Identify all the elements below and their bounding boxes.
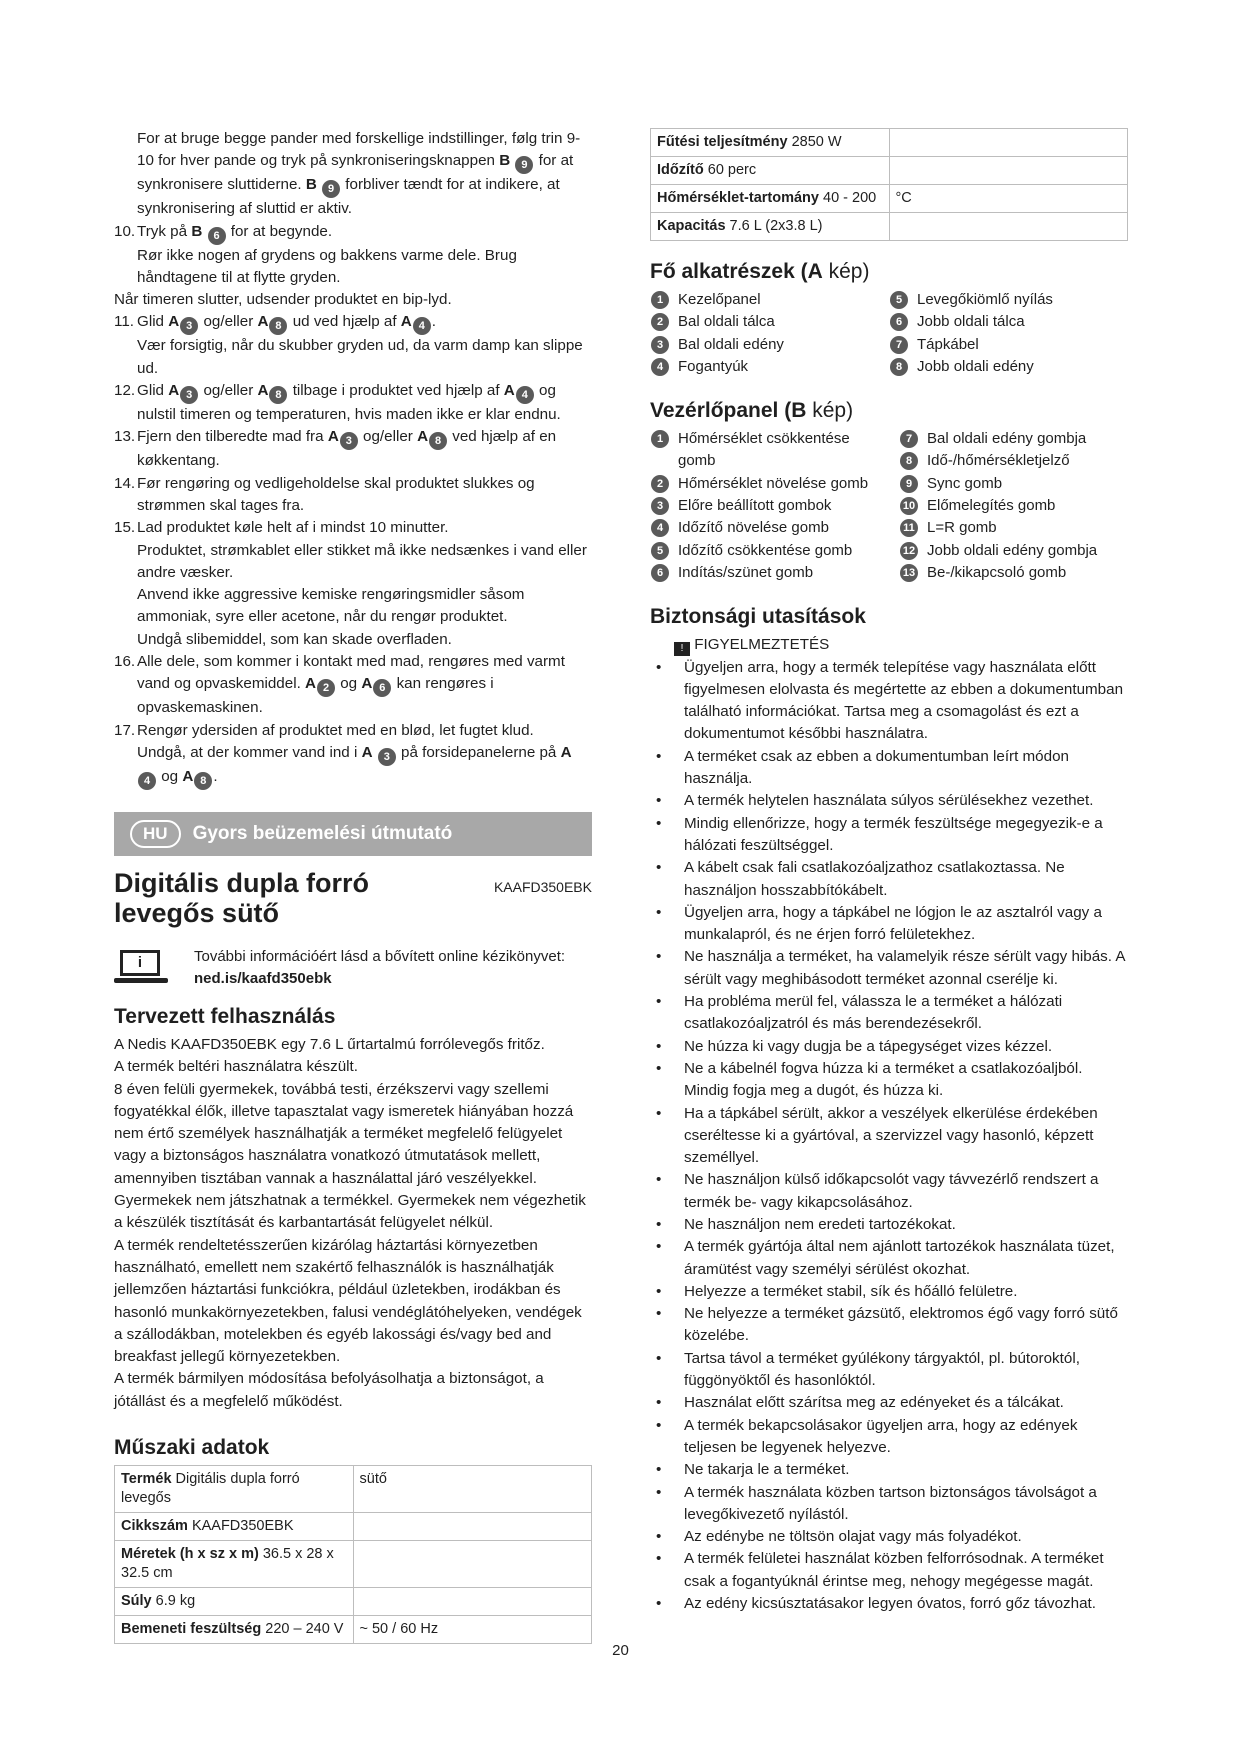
step-number: 17. (114, 721, 136, 739)
list-item (899, 495, 1128, 517)
list-item (899, 473, 1128, 495)
specs-heading: Műszaki adatok (114, 1435, 270, 1459)
document-title: Digitális dupla forró levegős sütő (114, 867, 370, 928)
list-item: • Ne használjon külső időkapcsolót vagy távvezérlő rendszert a termék be- vagy kikapcsolásához. (650, 1169, 1128, 1214)
list-item (650, 334, 889, 356)
text: B (191, 222, 203, 240)
step-13 (114, 426, 592, 472)
number-badge: 4 (516, 386, 534, 404)
text: For at bruge begge pander med forskellige indstillinger, følg trin 9-10 for hver pande og tryk på synkroniseringsknappen (137, 130, 581, 170)
info-text-block (194, 946, 565, 990)
safety-list (650, 657, 1128, 1616)
number-badge: 9 (900, 475, 918, 493)
number-badge: 7 (890, 336, 908, 354)
number-badge: 2 (317, 679, 335, 697)
list-item: • A termék gyártója által nem ajánlott tartozékok használata tüzet, áramütést vagy személyi sérülést okozhat. (650, 1236, 1128, 1281)
number-badge: 8 (269, 386, 287, 404)
table-row (115, 1615, 592, 1643)
text: A (400, 313, 412, 331)
control-label: Hőmérséklet növelése gomb (678, 474, 869, 492)
control-panel-list-left (650, 428, 899, 584)
left-column (114, 128, 592, 1644)
list-item: • Mindig ellenőrizze, hogy a termék feszültsége megegyezik-e a hálózati feszültséggel. (650, 813, 1128, 858)
part-label: Jobb oldali tálca (917, 313, 1025, 331)
online-manual-info (114, 946, 592, 990)
list-item (899, 450, 1128, 472)
paragraph: 8 éven felüli gyermekek, továbbá testi, érzékszervi vagy szellemi fogyatékkal élők, illetve tapasztalat vagy ismeretek hiányában hozzá nem értő személyek használhatják a terméket megfelelő felügyelet vagy a biztonságos használatra vonatkozó útmutatások mellett, amennyiben tisztában vannak a használattal járó veszélyekkel. (114, 1080, 574, 1187)
text: B (791, 399, 807, 423)
part-label: Bal oldali tálca (678, 313, 775, 331)
text: og nulstil timeren og temperaturen, hvis maden ikke er klar endnu. (137, 382, 561, 424)
spec-label: Bemeneti feszültség (121, 1620, 262, 1637)
list-item (650, 311, 889, 333)
table-cell (115, 1512, 354, 1540)
parts-list-left (650, 289, 889, 378)
list-item: • A termék helytelen használata súlyos sérülésekhez vezethet. (650, 790, 1128, 812)
text: A (417, 428, 429, 446)
number-badge: 3 (180, 317, 198, 335)
list-item (899, 428, 1128, 450)
spec-value: °C (895, 190, 912, 206)
step-number: 13. (114, 428, 136, 446)
spec-value: KAAFD350EBK (191, 1517, 294, 1534)
list-item: • Ne húzza ki vagy dugja be a tápegységet vizes kézzel. (650, 1036, 1128, 1058)
table-cell (651, 157, 890, 185)
control-label: L=R gomb (927, 519, 997, 537)
info-letter: i (120, 950, 160, 976)
text: A (257, 382, 269, 400)
text: . (431, 313, 436, 331)
specs-table (114, 1465, 592, 1644)
list-item: • Az edény kicsúsztatásakor legyen óvatos, forró gőz távozhat. (650, 1593, 1128, 1615)
number-badge: 1 (651, 430, 669, 448)
table-cell (889, 157, 1128, 185)
text: kép) (806, 399, 854, 423)
step-16 (114, 651, 592, 720)
spec-label: Méretek (h x sz x m) (121, 1545, 259, 1562)
control-label: Idő-/hőmérsékletjelző (927, 452, 1070, 470)
part-label: Fogantyúk (678, 357, 749, 375)
table-cell (889, 213, 1128, 241)
manual-url[interactable]: ned.is/kaafd350ebk (194, 969, 332, 987)
number-badge: 1 (651, 291, 669, 309)
paragraph: A termék beltéri használatra készült. (114, 1058, 358, 1076)
list-item: • A kábelt csak fali csatlakozóaljzathoz csatlakoztassa. Ne használjon hosszabbítókábelt. (650, 857, 1128, 902)
model-number: KAAFD350EBK (493, 878, 592, 895)
safety-heading: Biztonsági utasítások (650, 605, 866, 629)
part-label: Levegőkiömlő nyílás (917, 291, 1053, 308)
list-item: • A terméket csak az ebben a dokumentumban leírt módon használja. (650, 746, 1128, 791)
list-item (899, 562, 1128, 584)
number-badge: 4 (413, 317, 431, 335)
table-cell (115, 1540, 354, 1587)
parts-list-right (889, 289, 1128, 378)
text: Alle dele, som kommer i kontakt med mad, rengøres med varmt vand og opvaskemiddel. (137, 653, 565, 693)
text: og/eller (203, 313, 254, 331)
number-badge: 6 (651, 564, 669, 582)
list-item: • A termék használata közben tartson biztonságos távolságot a levegőkivezető nyílástól. (650, 1482, 1128, 1527)
number-badge: 7 (900, 430, 918, 448)
number-badge: 8 (900, 452, 918, 470)
control-label: Időzítő növelése gomb (678, 519, 829, 537)
text: B (305, 176, 317, 194)
spec-value: 6.9 kg (155, 1592, 196, 1609)
control-label: Sync gomb (927, 474, 1003, 492)
text: Undgå, at der kommer vand ind i (137, 743, 358, 761)
step-12 (114, 380, 592, 426)
spec-label: Súly (121, 1592, 152, 1609)
control-label: Előre beállított gombok (678, 497, 832, 515)
number-badge: 8 (429, 432, 447, 450)
list-item: • Ne a kábelnél fogva húzza ki a terméket a csatlakozóaljból. Mindig fogja meg a dugót, és húzza ki. (650, 1058, 1128, 1103)
control-label: Előmelegítés gomb (927, 497, 1056, 515)
text: Fő alkatrészek ( (650, 260, 808, 283)
spec-label: Időzítő (657, 162, 704, 178)
step-10 (114, 221, 592, 245)
number-badge: 13 (900, 564, 918, 582)
step-note: Anvend ikke aggressive kemiske rengøringsmidler såsom ammoniak, syre eller acetone, når du rengør produktet. (137, 586, 525, 626)
text: kan rengøres i opvaskemaskinen. (137, 675, 494, 717)
control-label: Időzítő csökkentése gomb (678, 541, 853, 559)
list-item (650, 495, 879, 517)
control-label: Be-/kikapcsoló gomb (927, 563, 1067, 581)
spec-label: Termék (121, 1470, 172, 1487)
control-label: Hőmérséklet csökkentése gomb (678, 430, 850, 470)
list-item: • A termék bekapcsolásakor ügyeljen arra, hogy az edények teljesen be legyenek helyezve. (650, 1415, 1128, 1460)
text: A (168, 382, 180, 400)
warning-label (650, 634, 1128, 656)
step-note: Undgå slibemiddel, som kan skade overfladen. (137, 630, 452, 648)
spec-label: Kapacitás (657, 218, 726, 234)
paragraph: A termék bármilyen módosítása befolyásolhatja a biztonságot, a jótállást és a megfelelő működést. (114, 1370, 544, 1410)
spec-value: ~ 50 / 60 Hz (359, 1620, 439, 1637)
table-cell (353, 1465, 592, 1512)
text: tilbage i produktet ved hjælp af (292, 382, 500, 400)
title-row (114, 868, 592, 928)
part-label: Tápkábel (917, 335, 979, 353)
step-11 (114, 311, 592, 335)
control-label: Jobb oldali edény gombja (927, 541, 1098, 559)
warning-text: FIGYELMEZTETÉS (694, 636, 830, 654)
number-badge: 3 (378, 748, 396, 766)
text: A (503, 382, 515, 400)
text: på forsidepanelerne på (401, 743, 557, 761)
control-panel-heading (650, 398, 1128, 424)
list-item: • Az edénybe ne töltsön olajat vagy más folyadékot. (650, 1526, 1128, 1548)
table-row (651, 129, 1128, 157)
spec-label: Fűtési teljesítmény (657, 134, 788, 150)
control-panel-list (650, 428, 1128, 584)
list-item: • Ügyeljen arra, hogy a tápkábel ne lógjon le az asztalról vagy a munkalapról, és ne érjen forró felületekhez. (650, 902, 1128, 947)
list-item (889, 289, 1128, 311)
list-item: • Ha probléma merül fel, válassza le a terméket a hálózati csatlakozóaljzatról és más berendezésekről. (650, 991, 1128, 1036)
spec-value: 7.6 L (2x3.8 L) (729, 218, 823, 234)
number-badge: 6 (208, 227, 226, 245)
number-badge: 3 (651, 497, 669, 515)
text: Glid (137, 313, 165, 331)
control-panel-list-right (899, 428, 1128, 584)
spec-value: 36.5 x 28 x 32.5 cm (121, 1545, 334, 1581)
number-badge: 11 (900, 519, 918, 537)
step-number: 14. (114, 474, 136, 492)
number-badge: 4 (651, 358, 669, 376)
text: A (257, 313, 269, 331)
spec-label: Hőmérséklet-tartomány (657, 190, 819, 206)
table-cell (353, 1540, 592, 1587)
text: forbliver tændt for at indikere, at synkronisering af sluttid er aktiv. (137, 176, 560, 218)
intended-use-heading: Tervezett felhasználás (114, 1004, 336, 1028)
text: ved hjælp af en køkkentang. (137, 428, 557, 470)
language-banner (114, 812, 592, 856)
text: og/eller (203, 382, 254, 400)
info-text: További információért lásd a bővített online kézikönyvet: (194, 947, 566, 965)
control-label: Indítás/szünet gomb (678, 563, 814, 581)
table-cell (651, 129, 890, 157)
list-item (650, 289, 889, 311)
table-cell (353, 1587, 592, 1615)
part-label: Kezelőpanel (678, 291, 761, 308)
text: Rengør ydersiden af produktet med en blød, let fugtet klud. (137, 721, 534, 739)
table-cell (115, 1615, 354, 1643)
table-row (651, 157, 1128, 185)
list-item: • Ne használja a terméket, ha valamelyik része sérült vagy hibás. A sérült vagy meghibásodott terméket azonnal cserélje ki. (650, 946, 1128, 991)
spec-value: sütő (359, 1470, 387, 1487)
table-cell (651, 213, 890, 241)
table-row (115, 1465, 592, 1512)
text: Lad produktet køle helt af i mindst 10 minutter. (137, 519, 449, 537)
list-item: • Használat előtt szárítsa meg az edényeket és a tálcákat. (650, 1392, 1128, 1414)
list-item: • Ne helyezze a terméket gázsütő, elektromos égő vagy forró sütő közelébe. (650, 1303, 1128, 1348)
number-badge: 2 (651, 313, 669, 331)
sync-note (114, 128, 592, 221)
spec-label: Cikkszám (121, 1517, 188, 1534)
number-badge: 2 (651, 475, 669, 493)
number-badge: 8 (269, 317, 287, 335)
list-item: • A termék felületei használat közben felforrósodnak. A terméket csak a fogantyúknál érintse meg, nehogy megégesse magát. (650, 1548, 1128, 1593)
step-number: 12. (114, 382, 136, 400)
specs-table-continued (650, 128, 1128, 241)
list-item: • Ne használjon nem eredeti tartozékokat. (650, 1214, 1128, 1236)
list-item (650, 428, 879, 473)
text: A (168, 313, 180, 331)
number-badge: 4 (138, 772, 156, 790)
text: for at begynde. (230, 222, 333, 240)
text: A (327, 428, 339, 446)
list-item (889, 334, 1128, 356)
list-item (889, 356, 1128, 378)
paragraph: A Nedis KAAFD350EBK egy 7.6 L űrtartalmú forrólevegős fritőz. (114, 1035, 545, 1053)
list-item (650, 517, 879, 539)
number-badge: 8 (890, 358, 908, 376)
table-row (115, 1540, 592, 1587)
list-item (899, 517, 1128, 539)
number-badge: 5 (890, 291, 908, 309)
text: for at synkronisere sluttiderne. (137, 152, 574, 194)
table-cell (353, 1615, 592, 1643)
timer-line: Når timeren slutter, udsender produktet en bip-lyd. (114, 291, 452, 309)
number-badge: 12 (900, 542, 918, 560)
warning-icon: ! (674, 642, 690, 656)
list-item (650, 356, 889, 378)
part-label: Bal oldali edény (678, 335, 784, 353)
list-item: • Ügyeljen arra, hogy a termék telepítése vagy használata előtt figyelmesen elolvasta és megértette az ebben a dokumentumban található információkat. Tartsa meg a csomagolást és ezt a dokumentumot későbbi használatra. (650, 657, 1128, 746)
number-badge: 5 (651, 542, 669, 560)
spec-value: 2850 W (791, 134, 842, 150)
control-label: Bal oldali edény gombja (927, 430, 1087, 448)
number-badge: 3 (340, 432, 358, 450)
step-15 (114, 517, 592, 539)
step-note: Produktet, strømkablet eller stikket må ikke nedsænkes i vand eller andre væsker. (137, 541, 587, 581)
number-badge: 9 (515, 156, 533, 174)
number-badge: 6 (373, 679, 391, 697)
list-item: • Helyezze a terméket stabil, sík és hőálló felületre. (650, 1281, 1128, 1303)
page-number: 20 (612, 1642, 629, 1659)
spec-value: Digitális dupla forró levegős (121, 1470, 300, 1506)
text: ud ved hjælp af (292, 313, 397, 331)
table-cell (115, 1587, 354, 1615)
list-item: • Ha a tápkábel sérült, akkor a veszélyek elkerülése érdekében cseréltesse ki a gyártóval, a szervizzel vagy hasonló, képzett személlyel. (650, 1103, 1128, 1170)
table-cell (353, 1512, 592, 1540)
step-17 (114, 720, 592, 742)
number-badge: 3 (180, 386, 198, 404)
number-badge: 3 (651, 336, 669, 354)
parts-list (650, 289, 1128, 378)
step-number: 16. (114, 653, 136, 671)
table-cell (889, 129, 1128, 157)
text: Glid (137, 382, 165, 400)
list-item (889, 311, 1128, 333)
text: A (807, 260, 823, 283)
text: Fjern den tilberedte mad fra (137, 428, 324, 446)
text: kép) (822, 260, 870, 283)
part-label: Jobb oldali edény (917, 357, 1034, 375)
banner-title: Gyors beüzemelési útmutató (192, 822, 453, 844)
table-row (115, 1587, 592, 1615)
list-item (899, 540, 1128, 562)
right-column (650, 128, 1128, 1615)
list-item (650, 562, 879, 584)
list-item (650, 540, 879, 562)
table-cell (889, 185, 1128, 213)
parts-heading (650, 259, 1128, 285)
table-row (651, 185, 1128, 213)
spec-value: 60 perc (707, 162, 757, 178)
text: og (340, 675, 358, 693)
step-number: 11. (114, 313, 134, 331)
text: A (361, 743, 373, 761)
list-item: • Ne takarja le a terméket. (650, 1459, 1128, 1481)
step-note (114, 742, 592, 790)
text: Før rengøring og vedligeholdelse skal produktet slukkes og strømmen skal tages fra. (137, 474, 535, 514)
laptop-info-icon (114, 950, 170, 986)
intended-use-text (114, 1034, 592, 1413)
step-14 (114, 473, 592, 518)
spec-value: 220 – 240 V (265, 1620, 344, 1637)
list-item: • Tartsa távol a terméket gyúlékony tárgyaktól, pl. bútoroktól, függönyöktől és hasonlóktól. (650, 1348, 1128, 1393)
table-row (115, 1512, 592, 1540)
laptop-base (114, 978, 168, 983)
text: B (499, 152, 511, 170)
step-number: 10. (114, 222, 136, 240)
step-note: Rør ikke nogen af grydens og bakkens varme dele. Brug håndtagene til at flytte gryden. (137, 246, 517, 286)
paragraph: A termék rendeltetésszerűen kizárólag háztartási környezetben használható, emellett nem szakértő felhasználók is használhatják jellemzően háztartási funkciókra, például üzletekben, irodákban és hasonló munkakörnyezetekben, falusi vendéglátóhelyeken, vendégek a szállodákban, motelekben és egyéb lakossági és/vagy bed and breakfast jellegű környezetekben. (114, 1236, 582, 1366)
number-badge: 6 (890, 313, 908, 331)
step-note: Vær forsigtig, når du skubber gryden ud, da varm damp kan slippe ud. (137, 337, 583, 377)
text: . (213, 767, 218, 785)
step-number: 15. (114, 519, 136, 537)
text: A (305, 675, 316, 693)
number-badge: 9 (322, 180, 340, 198)
text: og/eller (363, 428, 413, 446)
table-cell (115, 1465, 354, 1512)
text: A (361, 675, 373, 693)
text: Vezérlőpanel ( (650, 399, 792, 423)
table-row (651, 213, 1128, 241)
spec-value: 40 - 200 (823, 190, 877, 206)
table-cell (651, 185, 890, 213)
text: A (182, 767, 194, 785)
list-item (650, 473, 879, 495)
text: A (560, 743, 572, 761)
number-badge: 8 (194, 772, 212, 790)
paragraph: Gyermekek nem játszhatnak a termékkel. Gyermekek nem végezhetik a készülék tisztítását és karbantartását felügyelet nélkül. (114, 1192, 586, 1232)
text: og (161, 767, 179, 785)
number-badge: 4 (651, 519, 669, 537)
language-pill: HU (130, 820, 181, 848)
text: Tryk på (137, 222, 188, 240)
number-badge: 10 (900, 497, 918, 515)
